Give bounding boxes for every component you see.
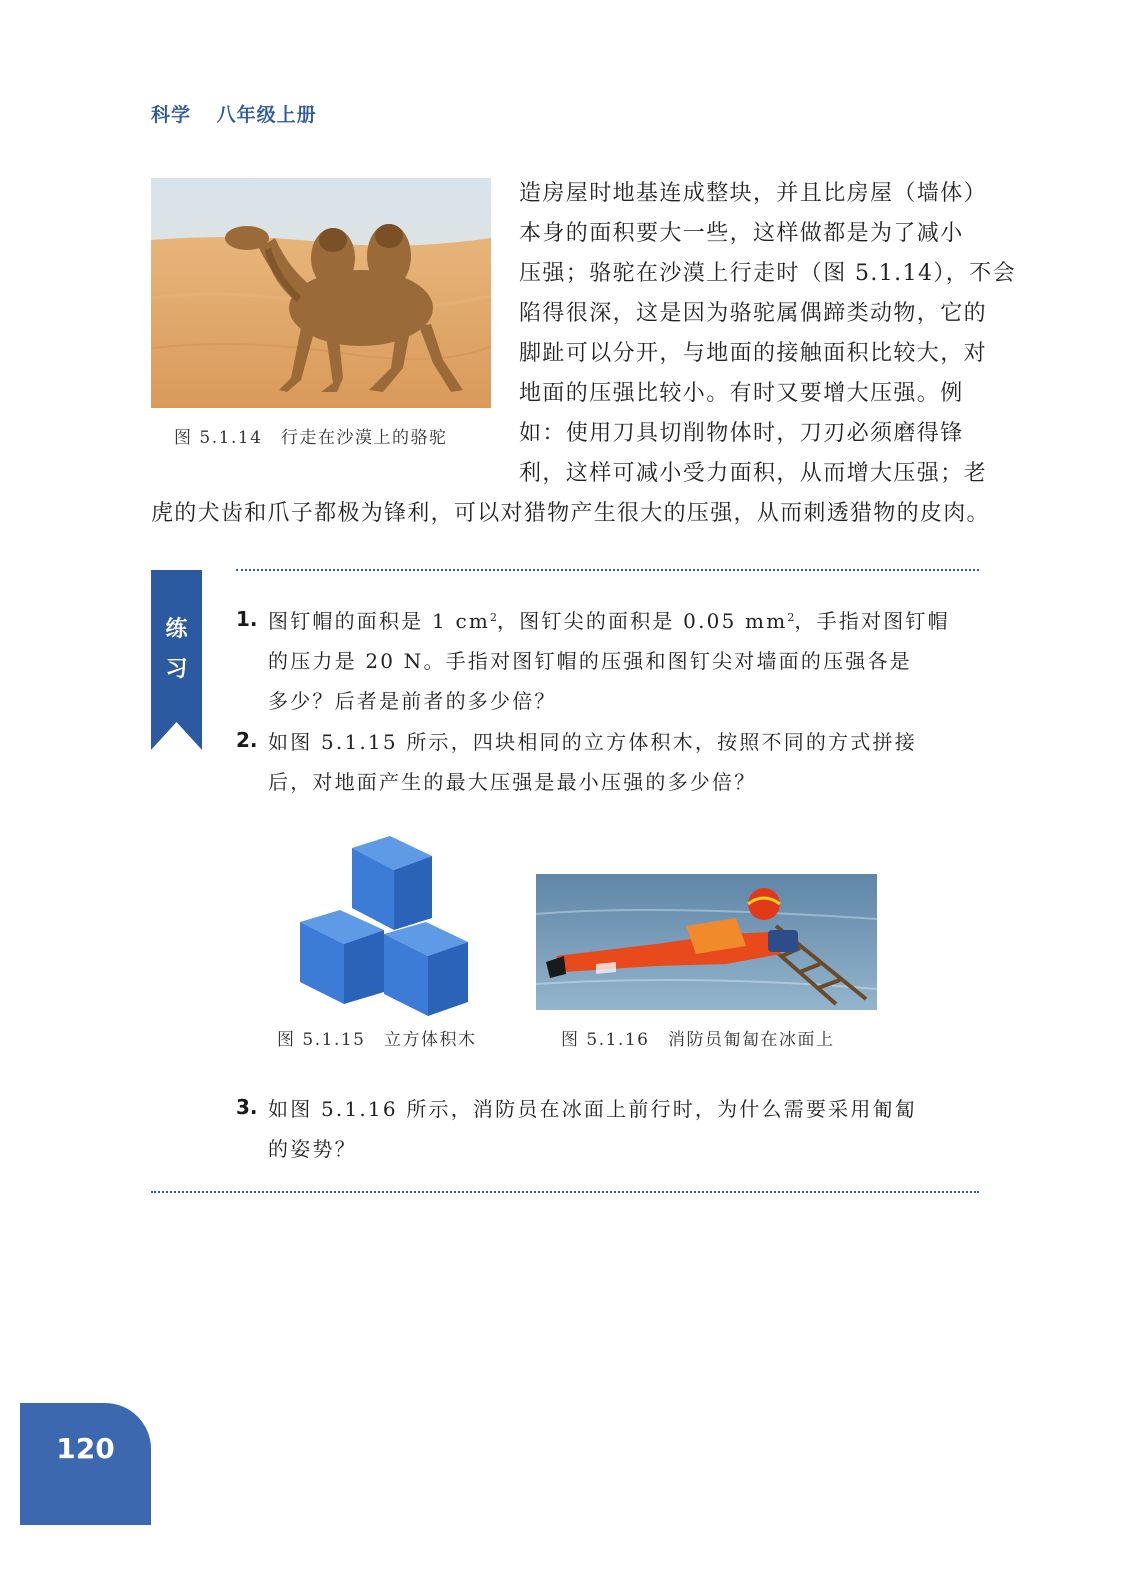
blocks-caption: 图 5.1.15 立方体积木 <box>277 1030 477 1050</box>
q1-text-c: ，手指对图钉帽 <box>794 609 950 633</box>
cube-blocks-image <box>290 830 480 1020</box>
firefighter-image <box>536 874 877 1010</box>
divider-top <box>236 569 979 571</box>
question-3-line-2: 的姿势？ <box>268 1137 357 1161</box>
body-line: 压强；骆驼在沙漠上行走时（图 5.1.14），不会 <box>519 261 1016 286</box>
page-number: 120 <box>56 1432 115 1465</box>
camel-image <box>151 178 491 408</box>
header-subject: 科学 <box>151 104 192 126</box>
q1-sup-2: 2 <box>787 611 795 624</box>
body-line: 地面的压强比较小。有时又要增大压强。例 <box>519 381 964 406</box>
question-2-line-2: 后，对地面产生的最大压强是最小压强的多少倍？ <box>268 770 757 794</box>
body-line: 本身的面积要大一些，这样做都是为了减小 <box>519 221 964 246</box>
body-line: 利，这样可减小受力面积，从而增大压强；老 <box>519 461 988 486</box>
camel-caption: 图 5.1.14 行走在沙漠上的骆驼 <box>174 428 448 448</box>
q1-text-b: ，图钉尖的面积是 0.05 mm <box>497 609 788 633</box>
exercise-label-2: 习 <box>165 657 188 682</box>
header-grade: 八年级上册 <box>216 104 317 126</box>
q1-text-a: 图钉帽的面积是 1 cm <box>268 609 491 633</box>
question-1-line-3: 多少？后者是前者的多少倍？ <box>268 689 557 713</box>
exercise-label-1: 练 <box>165 617 188 642</box>
body-line: 陷得很深，这是因为骆驼属偶蹄类动物，它的 <box>519 301 988 326</box>
body-line: 如：使用刀具切削物体时，刀刃必须磨得锋 <box>519 421 964 446</box>
body-line: 脚趾可以分开，与地面的接触面积比较大，对 <box>519 341 988 366</box>
body-line-full: 虎的犬齿和爪子都极为锋利，可以对猎物产生很大的压强，从而刺透猎物的皮肉。 <box>151 501 990 526</box>
q1-sup-1: 2 <box>490 611 498 624</box>
question-1-line-1 <box>268 605 950 634</box>
divider-bottom <box>151 1191 979 1193</box>
question-2-line-1: 如图 5.1.15 所示，四块相同的立方体积木，按照不同的方式拼接 <box>268 730 917 754</box>
question-number: 3. <box>236 1095 258 1119</box>
running-header <box>151 100 335 127</box>
body-line: 造房屋时地基连成整块，并且比房屋（墙体） <box>519 181 988 206</box>
firefighter-caption: 图 5.1.16 消防员匍匐在冰面上 <box>561 1030 835 1050</box>
question-1-line-2: 的压力是 20 N。手指对图钉帽的压强和图钉尖对墙面的压强各是 <box>268 649 912 673</box>
question-number: 1. <box>236 607 258 631</box>
question-number: 2. <box>236 728 258 752</box>
question-3-line-1: 如图 5.1.16 所示，消防员在冰面上前行时，为什么需要采用匍匐 <box>268 1097 917 1121</box>
